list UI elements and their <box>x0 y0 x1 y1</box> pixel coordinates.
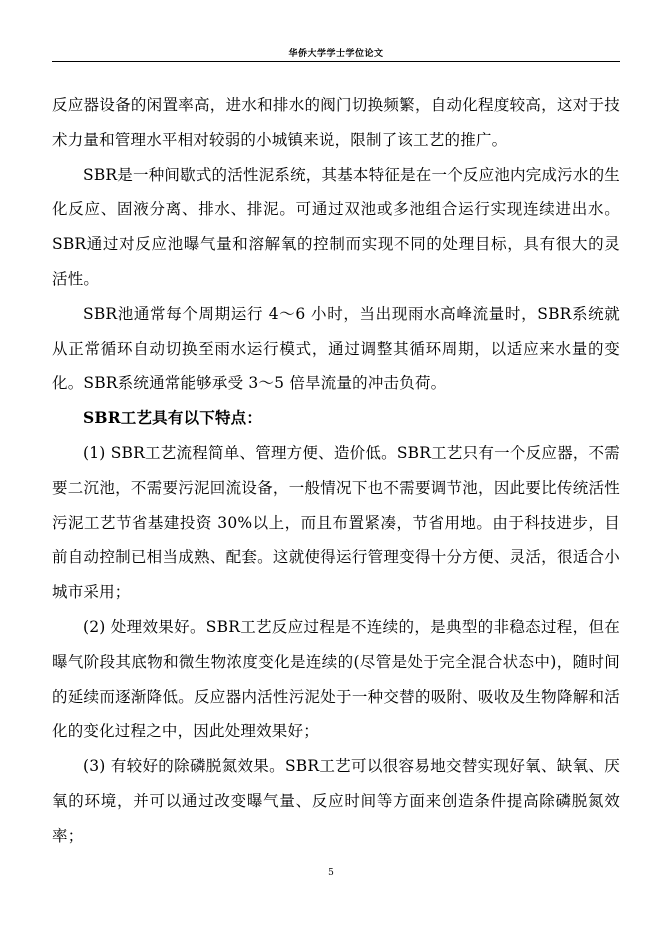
paragraph-sbr-definition: SBR是一种间歇式的活性泥系统，其基本特征是在一个反应池内完成污水的生化反应、固液分离、排水、排泥。可通过双池或多池组合运行实现连续进出水。SBR通过对反应池曝气量和溶解氧的控制而实现不同的处理目标，具有很大的灵活性。 <box>52 165 620 288</box>
document-body <box>52 88 620 854</box>
feature-item-3: (3) 有较好的除磷脱氮效果。SBR工艺可以很容易地交替实现好氧、缺氧、厌氧的环境，并可以通过改变曝气量、反应时间等方面来创造条件提高除磷脱氮效率； <box>52 757 620 845</box>
section-heading-sbr-features: SBR工艺具有以下特点： <box>83 408 263 428</box>
running-header: 华侨大学学士学位论文 <box>288 49 384 59</box>
feature-item-1: (1) SBR工艺流程简单、管理方便、造价低。SBR工艺只有一个反应器，不需要二沉池，不需要污泥回流设备，一般情况下也不需要调节池，因此要比传统活性污泥工艺节省基建投资 30%以上，而且布置紧凑，节省用地。由于科技进步，目前自动控制已相当成熟、配套。这就使得运行管理变得十分方便、灵活，很适合小城市采用； <box>52 443 620 602</box>
paragraph-sbr-cycle: SBR池通常每个周期运行 4～6 小时，当出现雨水高峰流量时，SBR系统就从正常循环自动切换至雨水运行模式，通过调整其循环周期，以适应来水量的变化。SBR系统通常能够承受 3～5 倍旱流量的冲击负荷。 <box>52 304 620 393</box>
page-number: 5 <box>328 868 334 878</box>
header-rule <box>52 61 620 62</box>
feature-item-2: (2) 处理效果好。SBR工艺反应过程是不连续的，是典型的非稳态过程，但在曝气阶段其底物和微生物浓度变化是连续的(尽管是处于完全混合状态中)，随时间的延续而逐渐降低。反应器内活性污泥处于一种交替的吸附、吸收及生物降解和活化的变化过程之中，因此处理效果好； <box>52 617 620 741</box>
paragraph-continuation: 反应器设备的闲置率高，进水和排水的阀门切换频繁，自动化程度较高，这对于技术力量和管理水平相对较弱的小城镇来说，限制了该工艺的推广。 <box>52 96 620 149</box>
